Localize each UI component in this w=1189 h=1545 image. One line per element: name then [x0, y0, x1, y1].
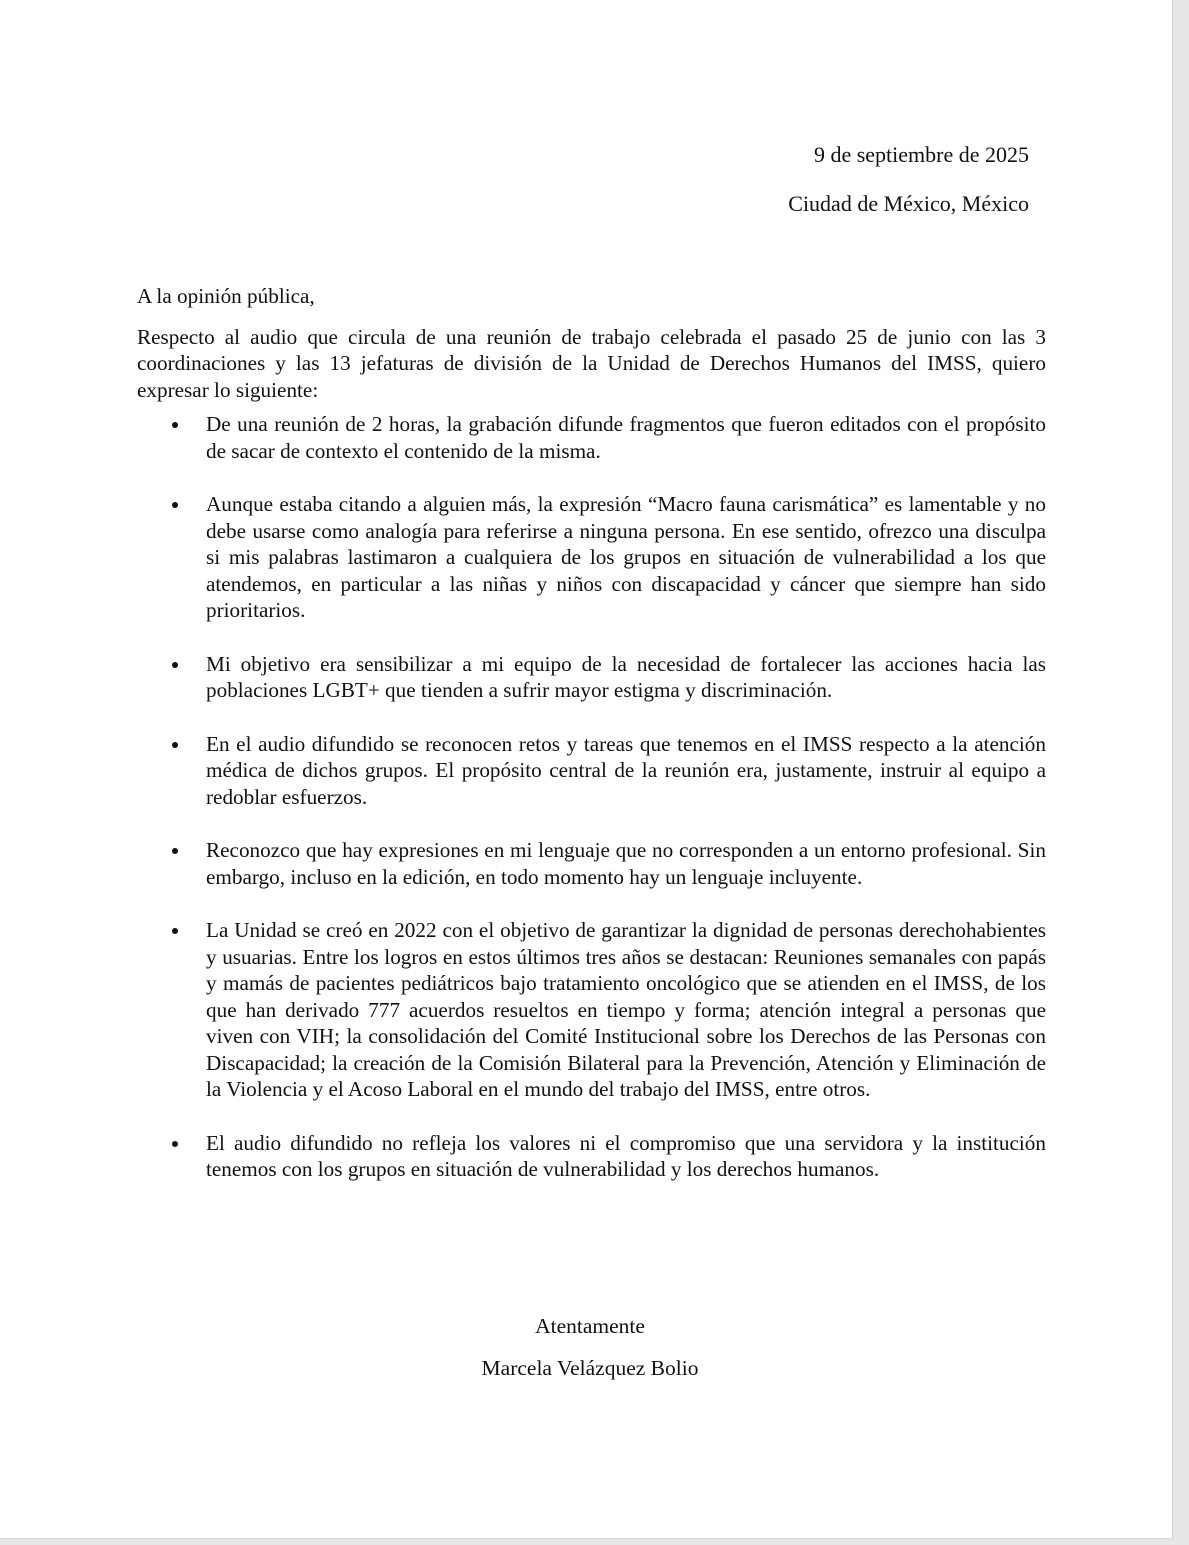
list-item-text: Mi objetivo era sensibilizar a mi equipo de la necesidad de fortalecer las acciones hacia las poblaciones LGBT+ que tienden a sufrir mayor estigma y discriminación. [206, 651, 1046, 702]
list-item [137, 651, 1046, 704]
list-item [137, 917, 1046, 1103]
bullet-icon [172, 848, 178, 854]
list-item-text: Reconozco que hay expresiones en mi lenguaje que no corresponden a un entorno profesional. Sin embargo, incluso en la edición, en todo momento hay un lenguaje incluyente. [206, 838, 1046, 889]
letter-header [788, 140, 1029, 238]
letter-location: Ciudad de México, México [788, 191, 1029, 216]
salutation: A la opinión pública, [137, 284, 315, 308]
bullet-icon [172, 502, 178, 508]
statement-list [137, 411, 1046, 1183]
bullet-icon [172, 928, 178, 934]
list-item [137, 411, 1046, 464]
list-item-text: En el audio difundido se reconocen retos y tareas que tenemos en el IMSS respecto a la atención médica de dichos grupos. El propósito central de la reunión era, justamente, instruir al equipo a redoblar esfuerzos. [206, 731, 1046, 809]
list-item [137, 731, 1046, 811]
list-item-text: Aunque estaba citando a alguien más, la expresión “Macro fauna carismática” es lamentable y no debe usarse como analogía para referirse a ninguna persona. En ese sentido, ofrezco una disculpa si mis palabras lastimaron a cualquiera de los grupos en situación de vulnerabilidad a los que atendemos, en particular a las niñas y niños con discapacidad y cáncer que siempre han sido prioritarios. [206, 492, 1046, 622]
bullet-icon [172, 422, 178, 428]
intro-paragraph: Respecto al audio que circula de una reunión de trabajo celebrada el pasado 25 de junio con las 3 coordinaciones y las 13 jefaturas de división de la Unidad de Derechos Humanos del IMSS, quiero expresar lo siguiente: [137, 324, 1046, 402]
letter-date: 9 de septiembre de 2025 [813, 142, 1029, 167]
list-item [137, 491, 1046, 624]
closing-regards: Atentamente [535, 1314, 645, 1338]
signatory-name: Marcela Velázquez Bolio [481, 1356, 699, 1380]
list-item-text: El audio difundido no refleja los valores ni el compromiso que una servidora y la institución tenemos con los grupos en situación de vulnerabilidad y los derechos humanos. [206, 1130, 1046, 1181]
bullet-icon [172, 662, 178, 668]
list-item [137, 1130, 1046, 1183]
list-item [137, 837, 1046, 890]
bullet-icon [172, 1141, 178, 1147]
letter-body [137, 283, 1046, 1210]
list-item-text: De una reunión de 2 horas, la grabación difunde fragmentos que fueron editados con el propósito de sacar de contexto el contenido de la misma. [206, 412, 1046, 463]
list-item-text: La Unidad se creó en 2022 con el objetivo de garantizar la dignidad de personas derechohabientes y usuarias. Entre los logros en estos últimos tres años se destacan: Reuniones semanales con papás y mamás de pacientes pediátricos bajo tratamiento oncológico que se atienden en el IMSS, de los que han derivado 777 acuerdos resueltos en tiempo y forma; atención integral a personas que viven con VIH; la consolidación del Comité Institucional sobre los Derechos de las Personas con Discapacidad; la creación de la Comisión Bilateral para la Prevención, Atención y Eliminación de la Violencia y el Acoso Laboral en el mundo del trabajo del IMSS, entre otros. [206, 918, 1046, 1101]
bullet-icon [172, 742, 178, 748]
